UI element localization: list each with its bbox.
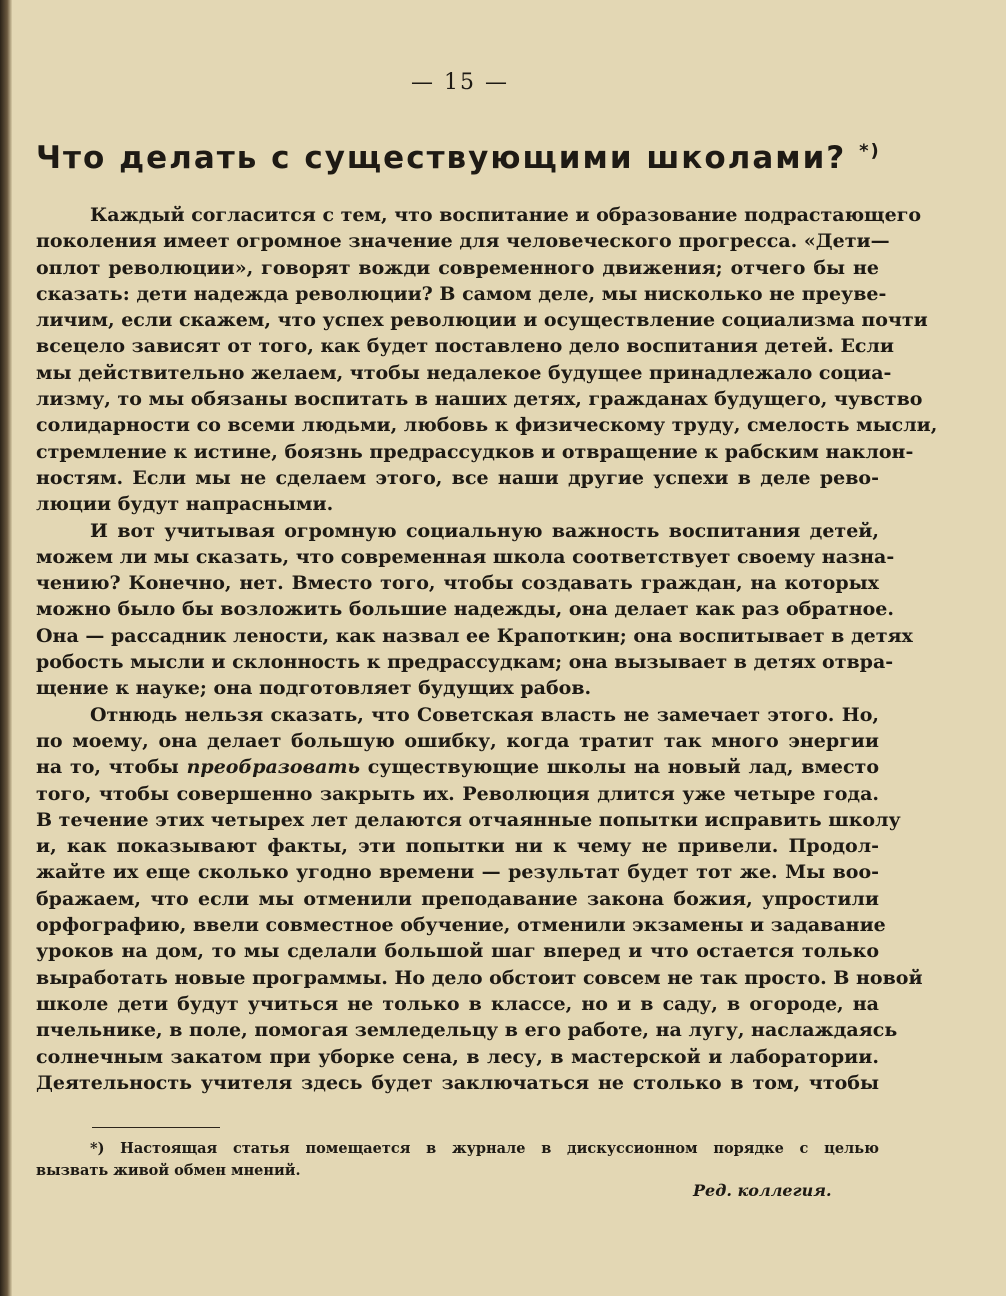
paragraph-1	[36, 202, 938, 518]
text-line: по моему, она делает большую ошибку, когда тратит так много энергии	[36, 729, 879, 752]
paragraph-3	[36, 702, 923, 1096]
footnote-marker: *)	[859, 140, 881, 162]
editorial-signature: Ред. коллегия.	[693, 1181, 832, 1200]
footnote-line: вызвать живой обмен мнений.	[36, 1162, 301, 1179]
text-line: бражаем, что если мы отменили преподавание закона божия, упростили	[36, 887, 879, 910]
page-number: — 15 —	[411, 70, 509, 95]
text-line: сказать: дети надежда революции? В самом деле, мы нисколько не преуве-	[36, 282, 887, 305]
text-line: школе дети будут учиться не только в классе, но и в саду, в огороде, на	[36, 992, 879, 1015]
text-line: пчельнике, в поле, помогая земледельцу в его работе, на лугу, наслаждаясь	[36, 1019, 898, 1042]
text-line: Она — рассадник лености, как назвал ее Крапоткин; она воспитывает в детях	[36, 624, 913, 647]
text-line: лизму, то мы обязаны воспитать в наших детях, гражданах будущего, чувство	[36, 388, 923, 411]
page-spine-shadow	[0, 0, 12, 1296]
text-line-emphasis	[36, 754, 879, 780]
article-body	[36, 202, 938, 1096]
text-line: личим, если скажем, что успех революции и осуществление социализма почти	[36, 309, 928, 332]
text-line: мы действительно желаем, чтобы недалекое будущее принадлежало социа-	[36, 361, 892, 384]
text-line: уроков на дом, то мы сделали большой шаг вперед и что остается только	[36, 940, 879, 963]
text-line: и, как показывают факты, эти попытки ни к чему не привели. Продол-	[36, 835, 879, 858]
text-line: Отнюдь нельзя сказать, что Советская власть не замечает этого. Но,	[90, 703, 879, 726]
text-line: люции будут напрасными.	[36, 493, 334, 516]
text-line: робость мысли и склонность к предрассудкам; она вызывает в детях отвра-	[36, 651, 894, 674]
footnote	[36, 1138, 879, 1182]
text-line: можем ли мы сказать, что современная школа соответствует своему назна-	[36, 545, 895, 568]
text-line: оплот революции», говорят вожди современного движения; отчего бы не	[36, 256, 879, 279]
text-line: щение к науке; она подготовляет будущих рабов.	[36, 677, 592, 700]
article-title-text: Что делать с существующими школами?	[36, 140, 847, 176]
text-line: того, чтобы совершенно закрыть их. Революция длится уже четыре года.	[36, 782, 879, 805]
text-line: выработать новые программы. Но дело обстоит совсем не так просто. В новой	[36, 966, 923, 989]
text-line: жайте их еще сколько угодно времени — результат будет тот же. Мы воо-	[36, 861, 879, 884]
text-line: можно было бы возложить большие надежды, она делает как раз обратное.	[36, 598, 895, 621]
text-line: И вот учитывая огромную социальную важность воспитания детей,	[90, 519, 879, 542]
text-line: солнечным закатом при уборке сена, в лесу, в мастерской и лаборатории.	[36, 1045, 879, 1068]
text-line: солидарности со всеми людьми, любовь к физическому труду, смелость мысли,	[36, 414, 938, 437]
text-fragment: существующие школы на новый лад, вместо	[360, 756, 880, 779]
text-fragment: на то, чтобы	[36, 756, 187, 779]
paragraph-2	[36, 518, 913, 702]
text-line: стремление к истине, боязнь предрассудков и отвращение к рабским наклон-	[36, 440, 914, 463]
article-title	[36, 140, 916, 176]
footnote-line: *) Настоящая статья помещается в журнале в дискуссионном порядке с целью	[90, 1140, 879, 1157]
paragraph-3-rest	[36, 781, 923, 1097]
text-line: В течение этих четырех лет делаются отчаянные попытки исправить школу	[36, 808, 901, 831]
text-line: Каждый согласится с тем, что воспитание и образование подрастающего	[90, 204, 922, 226]
text-line: орфографию, ввели совместное обучение, отменили экзамены и задавание	[36, 914, 886, 937]
text-line: чению? Конечно, нет. Вместо того, чтобы создавать граждан, на которых	[36, 572, 879, 595]
text-line: ностям. Если мы не сделаем этого, все наши другие успехи в деле рево-	[36, 466, 879, 489]
text-line: всецело зависят от того, как будет поставлено дело воспитания детей. Если	[36, 335, 894, 358]
text-line: поколения имеет огромное значение для человеческого прогресса. «Дети—	[36, 230, 890, 253]
text-line: Деятельность учителя здесь будет заключаться не столько в том, чтобы	[36, 1071, 879, 1094]
emphasized-word: преобразовать	[186, 756, 361, 779]
footnote-divider	[92, 1127, 220, 1128]
